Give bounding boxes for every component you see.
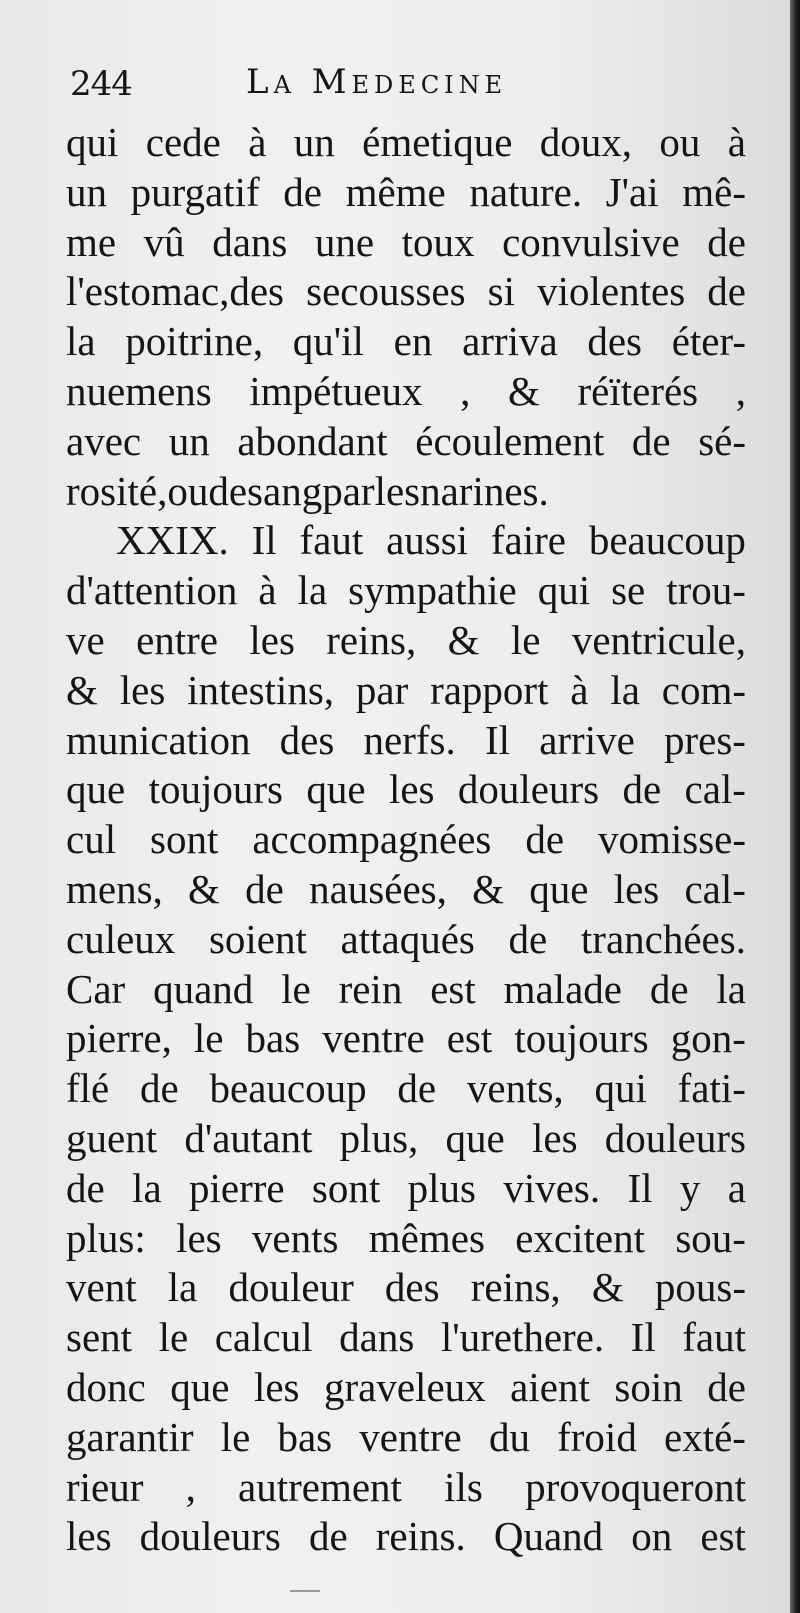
word: de [707,218,746,265]
word: fati- [677,1065,746,1112]
word: froid [557,1413,637,1460]
word: le [158,1314,189,1361]
word: toujours [148,766,283,813]
word: douleurs [457,766,600,813]
text-line [66,1014,746,1064]
word: rieur [66,1463,144,1510]
word: plus [407,1164,476,1211]
word: trou- [666,567,746,614]
word: culeux [66,915,176,962]
word: narines. [420,467,549,514]
word: secousses [306,268,466,315]
word: qui [594,1065,647,1112]
word: la [167,1264,198,1311]
text-line [66,1363,746,1413]
word: qu'il [292,318,364,365]
word: , [460,367,471,414]
word: réïterés [577,367,699,414]
word: la [66,318,96,365]
word: cal- [684,865,746,912]
word: est [700,1513,746,1560]
word: faut [682,1314,746,1361]
word: reins. [375,1513,466,1560]
word: est [446,1015,493,1062]
word: & [188,865,220,912]
text-line [66,865,746,915]
word: à [727,119,746,165]
word: rein [338,965,403,1012]
word: sympathie [348,567,517,614]
word: Il [627,1164,653,1211]
word: cul [66,816,117,863]
word: pierre [188,1164,285,1211]
word: vomisse- [597,816,746,863]
word: vents [251,1214,339,1261]
word: me [66,218,117,265]
word: ventricule, [571,616,746,663]
word: écoulement [415,417,605,464]
word: Il [484,716,510,763]
word: sont [311,1164,381,1211]
word: Il [251,517,277,564]
word: guent [66,1114,158,1161]
word: nature. [469,168,583,215]
word: Car [66,965,126,1012]
word: douleurs [604,1114,746,1161]
word: & [66,666,98,713]
word: attaqués [340,915,475,962]
text-line [66,1164,746,1214]
word: sont [150,816,219,863]
word: de [631,417,671,464]
word: est [430,965,476,1012]
word: faire [490,517,566,564]
word: doux, [539,119,633,165]
text-line [66,965,746,1015]
text-line [66,1114,746,1164]
word: la [610,666,640,713]
word: cede [145,119,221,165]
word: & [447,616,480,663]
word: garantir [66,1413,194,1460]
word: le [220,1413,251,1460]
word: que [445,1114,505,1161]
word: ou [659,119,701,165]
word: provoqueront [525,1463,746,1510]
word: que [306,766,366,813]
word: de [707,1363,746,1410]
text-line [66,168,746,218]
word: graveleux [324,1363,486,1410]
word: dans [339,1314,415,1361]
word: soient [208,915,307,962]
word: ve [66,616,105,663]
word: mens, [66,865,163,912]
page-number: 244 [70,64,132,104]
text-line [66,1463,746,1513]
word: abondant [237,417,388,464]
word: que [170,1363,230,1410]
word: pierre, [66,1015,172,1062]
word: les [531,1114,578,1161]
word: des [279,716,335,763]
word: rapport [430,666,549,713]
word: dans [212,218,288,265]
word: de [245,865,284,912]
word: entre [136,616,219,663]
word: nausées, [309,865,447,912]
word: bas [245,1015,301,1062]
word: qui [66,119,119,165]
word: le [193,1015,224,1062]
bottom-mark [290,1590,320,1592]
word: de [649,965,689,1012]
word: à [570,666,589,713]
word: bas [277,1413,333,1460]
word: a [727,1164,746,1211]
word: les [249,616,295,663]
word: mê- [682,168,746,215]
word: la [297,567,328,614]
word: vent [66,1264,137,1311]
word: de [397,1065,437,1112]
word: impétueux [249,367,423,414]
word: sou- [675,1214,746,1261]
word: vû [143,218,185,265]
word: tranchées. [580,915,746,962]
word: mêmes [368,1214,485,1261]
word: de [508,915,548,962]
word: pous- [654,1264,746,1311]
word: par [322,467,375,514]
word: les [374,467,421,514]
word: d'attention [66,567,238,614]
word: XXIX. [116,517,229,564]
word: plus: [66,1214,146,1261]
word: ils [444,1463,483,1510]
word: Il [630,1314,656,1361]
word: émetique [362,119,513,165]
word: flé [66,1065,110,1112]
word: du [488,1413,530,1460]
word: malade [503,965,622,1012]
word: calcul [214,1314,313,1361]
word: , [185,1463,196,1510]
word: par [355,666,409,713]
word: gon- [670,1015,746,1062]
word: les [119,666,166,713]
word: toujours [514,1015,649,1062]
word: éter- [671,318,746,365]
word: sé- [698,417,746,464]
word: plus, [339,1114,419,1161]
word: violentes [537,268,686,315]
word: ou [167,467,209,514]
running-head: La Medecine [246,62,508,102]
word: & [472,865,505,912]
word: de [283,168,322,215]
word: en [393,318,433,365]
word: de [66,1164,105,1211]
word: y [679,1164,701,1211]
word: poitrine, [125,318,264,365]
word: arriva [462,318,558,365]
word: , [735,367,746,414]
text-line [66,516,746,566]
word: une [314,218,375,265]
text-line [66,666,746,716]
word: accompagnées [252,816,492,863]
word: faut [299,517,364,564]
word: rosité, [66,467,168,514]
word: que [529,865,589,912]
text-line [66,1064,746,1114]
word: que [66,766,126,813]
word: exté- [664,1413,746,1460]
word: de [140,1065,179,1112]
text-line [66,367,746,417]
word: convulsive [502,218,680,265]
word: des [384,1264,440,1311]
text-line [66,1263,746,1313]
word: des [587,318,643,365]
word: intestins, [187,666,335,713]
word: un [66,168,107,215]
word: sang [247,467,323,514]
word: qui [537,567,591,614]
word: soin [614,1363,683,1410]
word: pres- [664,716,746,763]
word: se [611,567,646,614]
word: beaucoup [588,517,746,564]
word: l'urethere. [440,1314,605,1361]
word: purgatif [130,168,260,215]
word: ventre [359,1413,462,1460]
word: cal- [684,766,746,813]
word: à [248,119,267,165]
word: sent [66,1314,133,1361]
word: de [525,816,565,863]
word: Quand [493,1513,604,1560]
text-line [66,417,746,467]
text-line [66,915,746,965]
text-line [66,317,746,367]
text-line [66,566,746,616]
body-text [66,118,746,1562]
text-line [66,1413,746,1463]
word: excitent [515,1214,646,1261]
text-line [66,1512,746,1562]
word: J'ai [605,168,659,215]
word: & [591,1264,624,1311]
word: de [308,1513,348,1560]
word: vives. [503,1164,601,1211]
word: les [253,1363,300,1410]
word: de [208,467,248,514]
word: aussi [386,517,469,564]
word: avec [66,417,142,464]
word: de [622,766,662,813]
word: le [281,965,311,1012]
word: toux [401,218,475,265]
text-line [66,815,746,865]
word: reins, [326,616,417,663]
word: arrive [539,716,635,763]
word: la [716,965,746,1012]
word: même [345,168,446,215]
word: la [132,1164,162,1211]
word: vents, [466,1065,564,1112]
text-line [66,616,746,666]
word: douleurs [139,1513,281,1560]
word: munication [66,716,251,763]
word: douleur [228,1264,354,1311]
word: on [631,1513,673,1560]
word: de [707,268,746,315]
word: beaucoup [209,1065,367,1112]
word: reins, [470,1264,561,1311]
text-line [66,1313,746,1363]
word: autrement [238,1463,402,1510]
word: nuemens [66,367,212,414]
word: le [510,616,541,663]
page-edge-shadow [790,0,800,1613]
word: un [168,417,210,464]
word: quand [153,965,254,1012]
word: les [388,766,435,813]
page-header [70,62,750,112]
text-line [66,716,746,766]
word: si [487,268,516,315]
word: les [613,865,660,912]
text-line [66,467,746,517]
word: & [507,367,540,414]
word: nerfs. [363,716,456,763]
text-line [66,1214,746,1264]
word: un [293,119,335,165]
text-line [66,267,746,317]
word: les [66,1513,112,1560]
word: aient [510,1363,590,1410]
word: donc [66,1363,146,1410]
word: com- [661,666,746,713]
word: d'autant [184,1114,313,1161]
word: à [258,567,277,614]
word: l'estomac,des [66,268,285,315]
word: ventre [322,1015,425,1062]
word: les [176,1214,222,1261]
text-line [66,218,746,268]
text-line [66,118,746,168]
text-line [66,765,746,815]
